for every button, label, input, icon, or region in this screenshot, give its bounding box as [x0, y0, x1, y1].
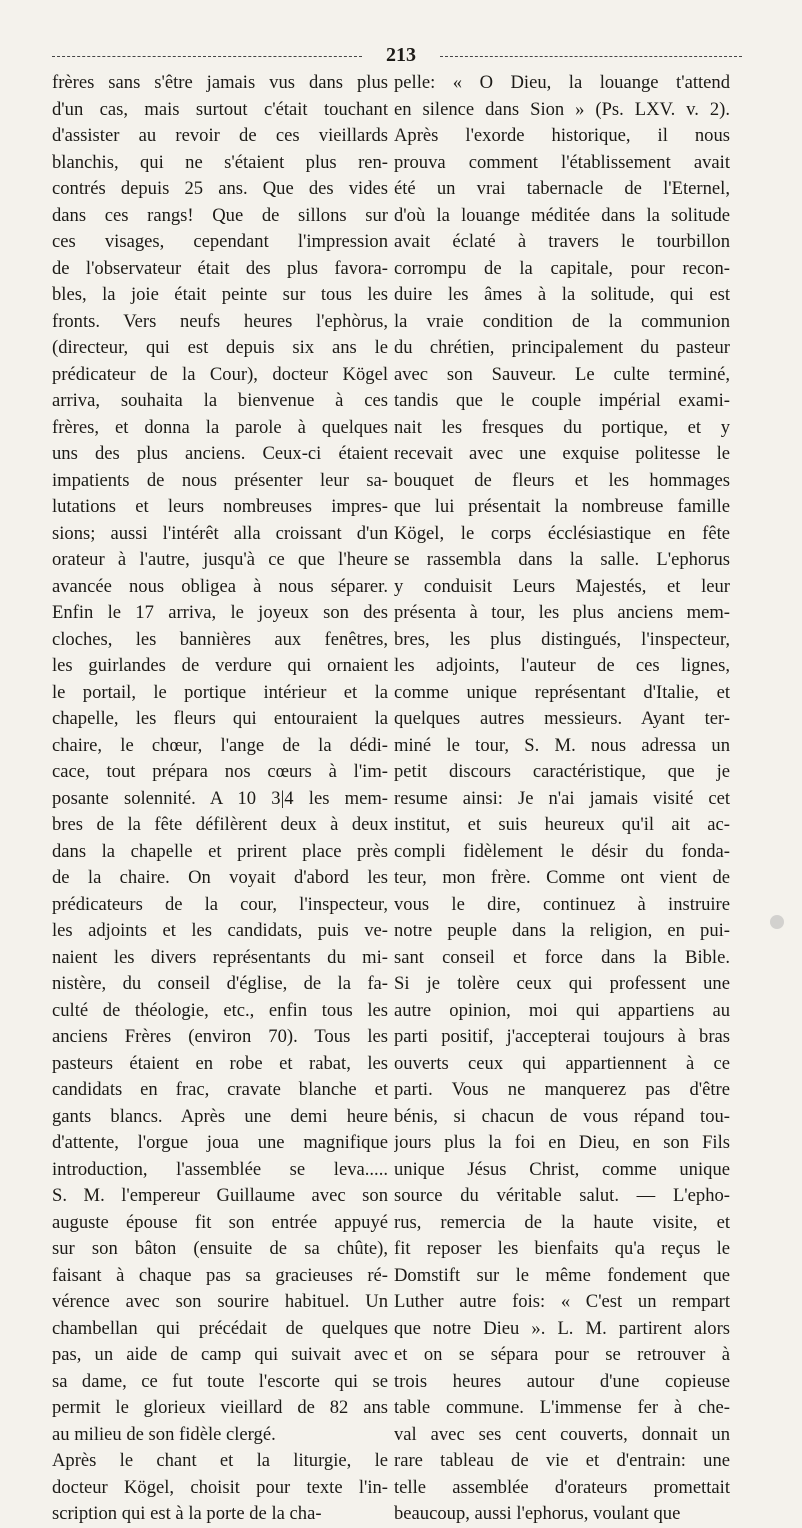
header-rule-left — [52, 56, 362, 57]
text-line: cace, tout prépara nos cœurs à l'im- — [52, 761, 388, 782]
text-line: cloches, les bannières aux fenêtres, — [52, 628, 388, 650]
text-line: la vraie condition de la communion — [394, 310, 730, 332]
text-line: petit discours caractéristique, que je — [394, 761, 730, 782]
text-line: quelques autres messieurs. Ayant ter- — [394, 708, 730, 729]
text-line: sa dame, ce fut toute l'escorte qui se — [52, 1370, 388, 1392]
text-line: jours plus la foi en Dieu, en son Fils — [394, 1132, 730, 1153]
text-line: ces visages, cependant l'impression — [52, 231, 388, 252]
text-line: impatients de nous présenter leur sa- — [52, 469, 388, 491]
text-line: pas, un aide de camp qui suivait avec — [52, 1344, 388, 1365]
text-line: notre peuple dans la religion, en pui- — [394, 920, 730, 941]
text-line: S. M. l'empereur Guillaume avec son — [52, 1185, 388, 1206]
text-line: teur, mon frère. Comme ont vient de — [394, 867, 730, 888]
text-line: vérence avec son sourire habituel. Un — [52, 1291, 388, 1312]
text-line: que lui présentait la nombreuse famille — [394, 496, 730, 517]
text-line: sant conseil et force dans la Bible. — [394, 946, 730, 968]
text-line: les guirlandes de verdure qui ornaient — [52, 655, 388, 676]
text-line: de l'observateur était des plus favora- — [52, 257, 388, 279]
text-line: d'un cas, mais surtout c'était touchant — [52, 98, 388, 120]
text-line: rare tableau de vie et d'entrain: une — [394, 1450, 730, 1471]
text-line: lutations et leurs nombreuses impres- — [52, 496, 388, 517]
text-line: en silence dans Sion » (Ps. LXV. v. 2). — [394, 98, 730, 120]
text-line: de la chaire. On voyait d'abord les — [52, 867, 388, 888]
text-line: présenta à tour, les plus anciens mem- — [394, 602, 730, 623]
text-line: prédicateur de la Cour), docteur Kögel — [52, 363, 388, 385]
text-line: institut, et suis heureux qu'il ait ac- — [394, 814, 730, 835]
text-line: gants blancs. Après une demi heure — [52, 1105, 388, 1127]
text-line: scription qui est à la porte de la cha- — [52, 1503, 322, 1524]
text-line: contrés depuis 25 ans. Que des vides — [52, 178, 388, 199]
text-line: bouquet de fleurs et les hommages — [394, 469, 730, 491]
text-line: auguste épouse fit son entrée appuyé — [52, 1211, 388, 1233]
text-line: ouverts ceux qui appartiennent à ce — [394, 1052, 730, 1074]
text-line: parti positif, j'accepterai toujours à bras — [394, 1026, 730, 1047]
text-line: Enfin le 17 arriva, le joyeux son des — [52, 602, 388, 623]
text-line: prouva comment l'établissement avait — [394, 151, 730, 173]
text-line: parti. Vous ne manquerez pas d'être — [394, 1079, 730, 1100]
text-line: du chrétien, principalement du pasteur — [394, 337, 730, 358]
text-line: posante solennité. A 10 3|4 les mem- — [52, 787, 388, 809]
text-line: candidats en frac, cravate blanche et — [52, 1079, 388, 1100]
text-line: tandis que le couple impérial exami- — [394, 390, 730, 411]
text-line: vous le dire, continuez à instruire — [394, 893, 730, 915]
text-line: compli fidèlement le désir du fonda- — [394, 840, 730, 862]
text-line: au milieu de son fidèle clergé. — [52, 1423, 276, 1445]
text-line: Kögel, le corps écclésiastique en fête — [394, 522, 730, 544]
text-line: y conduisit Leurs Majestés, et leur — [394, 575, 730, 597]
text-line: chapelle, les fleurs qui entouraient la — [52, 708, 388, 729]
text-line: autre opinion, moi qui appartiens au — [394, 999, 730, 1021]
text-line: (directeur, qui est depuis six ans le — [52, 337, 388, 358]
text-line: frères, et donna la parole à quelques — [52, 416, 388, 438]
text-line: chambellan qui précédait de quelques — [52, 1317, 388, 1339]
text-line: culté de théologie, etc., enfin tous les — [52, 999, 388, 1021]
text-line: avait éclaté à travers le tourbillon — [394, 231, 730, 252]
text-line: dans ces rangs! Que de sillons sur — [52, 204, 388, 226]
text-line: Domstift sur le même fondement que — [394, 1264, 730, 1286]
text-line: uns des plus anciens. Ceux-ci étaient — [52, 443, 388, 464]
page-header — [52, 44, 742, 66]
text-line: introduction, l'assemblée se leva..... — [52, 1158, 388, 1180]
text-line: blanchis, qui ne s'étaient plus ren- — [52, 151, 388, 173]
text-line: pasteurs étaient en robe et rabat, les — [52, 1052, 388, 1074]
text-line: sur son bâton (ensuite de sa chûte), — [52, 1238, 388, 1259]
text-line: nait les fresques du portique, et y — [394, 416, 730, 438]
text-line: docteur Kögel, choisit pour texte l'in- — [52, 1476, 388, 1498]
text-line: recevait avec une exquise politesse le — [394, 443, 730, 464]
text-line: unique Jésus Christ, comme unique — [394, 1158, 730, 1180]
text-line: le portail, le portique intérieur et la — [52, 681, 388, 703]
text-line: trois heures autour d'une copieuse — [394, 1370, 730, 1392]
text-line: table commune. L'immense fer à che- — [394, 1397, 730, 1418]
text-line: corrompu de la capitale, pour recon- — [394, 257, 730, 279]
text-line: se rassembla dans la salle. L'ephorus — [394, 549, 730, 570]
text-line: bles, la joie était peinte sur tous les — [52, 284, 388, 305]
text-line: orateur à l'autre, jusqu'à ce que l'heure — [52, 549, 388, 570]
text-line: rus, remercia de la haute visite, et — [394, 1211, 730, 1233]
text-line: été un vrai tabernacle de l'Eternel, — [394, 178, 730, 199]
text-line: duire les âmes à la solitude, qui est — [394, 284, 730, 305]
text-line: permit le glorieux vieillard de 82 ans — [52, 1397, 388, 1418]
text-line: arriva, souhaita la bienvenue à ces — [52, 390, 388, 411]
text-line: frères sans s'être jamais vus dans plus — [52, 72, 388, 93]
right-column — [394, 70, 730, 1528]
text-line: naient les divers représentants du mi- — [52, 946, 388, 968]
scan-speck — [770, 915, 784, 929]
text-line: et on se sépara pour se retrouver à — [394, 1344, 730, 1365]
header-rule-right — [440, 56, 742, 57]
text-line: miné le tour, S. M. nous adressa un — [394, 734, 730, 756]
text-line: sions; aussi l'intérêt alla croissant d'un — [52, 522, 388, 544]
text-line: fit reposer les bienfaits qu'a reçus le — [394, 1238, 730, 1259]
text-line: val avec ses cent couverts, donnait un — [394, 1423, 730, 1445]
text-line: chaire, le chœur, l'ange de la dédi- — [52, 734, 388, 756]
text-line: bres de la fête défilèrent deux à deux — [52, 814, 388, 835]
left-column — [52, 70, 388, 1528]
text-line: avec son Sauveur. Le culte terminé, — [394, 363, 730, 385]
text-line: telle assemblée d'orateurs promettait — [394, 1476, 730, 1498]
text-line: nistère, du conseil d'église, de la fa- — [52, 973, 388, 994]
text-line: avancée nous obligea à nous séparer. — [52, 575, 388, 597]
text-line: anciens Frères (environ 70). Tous les — [52, 1026, 388, 1047]
text-line: resume ainsi: Je n'ai jamais visité cet — [394, 787, 730, 809]
text-line: dans la chapelle et prirent place près — [52, 840, 388, 862]
text-line: prédicateurs de la cour, l'inspecteur, — [52, 893, 388, 915]
text-line: Luther autre fois: « C'est un rempart — [394, 1291, 730, 1312]
text-line: d'où la louange méditée dans la solitude — [394, 204, 730, 226]
text-line: Si je tolère ceux qui professent une — [394, 973, 730, 994]
text-line: beaucoup, aussi l'ephorus, voulant que — [394, 1503, 681, 1524]
text-line: source du véritable salut. — L'epho- — [394, 1185, 730, 1206]
text-line: bres, les plus distingués, l'inspecteur, — [394, 628, 730, 650]
text-line: comme unique représentant d'Italie, et — [394, 681, 730, 703]
text-line: les adjoints, l'auteur de ces lignes, — [394, 655, 730, 676]
text-line: fronts. Vers neufs heures l'ephòrus, — [52, 310, 388, 332]
text-line: Après l'exorde historique, il nous — [394, 125, 730, 146]
text-line: d'attente, l'orgue joua une magnifique — [52, 1132, 388, 1153]
text-line: Après le chant et la liturgie, le — [52, 1450, 388, 1471]
text-line: que notre Dieu ». L. M. partirent alors — [394, 1317, 730, 1339]
text-line: faisant à chaque pas sa gracieuses ré- — [52, 1264, 388, 1286]
text-line: les adjoints et les candidats, puis ve- — [52, 920, 388, 941]
text-line: pelle: « O Dieu, la louange t'attend — [394, 72, 730, 93]
text-line: d'assister au revoir de ces vieillards — [52, 125, 388, 146]
page-number: 213 — [386, 44, 416, 66]
text-line: bénis, si chacun de vous répand tou- — [394, 1105, 730, 1127]
